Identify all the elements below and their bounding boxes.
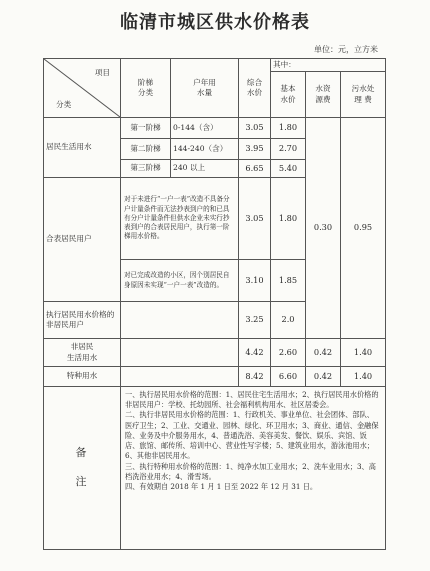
header-composite: 综合 水价 (239, 59, 271, 118)
tier2-basic: 2.70 (271, 139, 306, 160)
nonres-exec-empty (121, 302, 239, 339)
header-annual: 户年用 水量 (171, 59, 239, 118)
remarks-label: 备 注 (44, 387, 121, 550)
water-price-table (43, 58, 386, 550)
header-diagonal-cell (44, 59, 121, 118)
tier3-basic: 5.40 (271, 160, 306, 178)
nonres-composite: 4.42 (239, 339, 271, 367)
page-title: 临清市城区供水价格表 (120, 12, 310, 33)
tier1-basic: 1.80 (271, 118, 306, 139)
header-resource: 水资 源费 (306, 72, 341, 118)
shared-basic-2: 1.85 (271, 260, 306, 302)
header-tier: 阶梯 分类 (121, 59, 171, 118)
special-composite: 8.42 (239, 367, 271, 387)
shared-basic-1: 1.80 (271, 178, 306, 260)
nonres-exec-label: 执行居民用水价格的非居民用户 (44, 302, 121, 339)
unit-label: 单位：元，立方米 (314, 45, 378, 54)
shared-composite-1: 3.05 (239, 178, 271, 260)
special-sewage: 1.40 (341, 367, 386, 387)
header-sewage: 污水处 理 费 (341, 72, 386, 118)
nonres-empty (121, 339, 239, 367)
header-basic: 基本 水价 (271, 72, 306, 118)
special-resource: 0.42 (306, 367, 341, 387)
tier2-composite: 3.95 (239, 139, 271, 160)
nonres-label: 非居民 生活用水 (44, 339, 121, 367)
tier2-label: 第二阶梯 (121, 139, 171, 160)
nonres-exec-composite: 3.25 (239, 302, 271, 339)
shared-composite-2: 3.10 (239, 260, 271, 302)
tier1-volume: 0-144（含） (171, 118, 239, 139)
sewage-fee: 0.95 (341, 118, 386, 339)
nonres-exec-basic: 2.0 (271, 302, 306, 339)
special-label: 特种用水 (44, 367, 121, 387)
special-basic: 6.60 (271, 367, 306, 387)
tier3-composite: 6.65 (239, 160, 271, 178)
remarks-text: 一、执行居民用水价格的范围：1、居民住宅生活用水；2、执行居民用水价格的非居民用户：学校、托幼园所、社会福利机构用水、社区居委会。 二、执行非居民用水价格的范围：1、行政机关、事业单位、社会团体、部队、医疗卫生；2、工业、交通业、园林、绿化、环卫用水；3、商业、通信、金融保险、业务及中介服务用水，4、普通洗浴、美容美发、餐饮、娱乐、宾馆、饭店、旅馆、邮传所、培训中心、营业性写字楼；5、建筑业用水，游泳池用水；6、其他非居民用水。 三、执行特种用水价格的范围：1、纯净水加工业用水；2、洗车业用水；3、高档洗浴业用水；4、滑雪场。 四、有效期自 2018 年 1 月 1 日至 2022 年 12 月 31 日。 (121, 387, 386, 550)
shared-meter-desc-1: 对于未进行“一户一表”改造不具备分户计量条件而无法抄表到户的和已具有分户计量条件但供水企业未实行抄表到户的合表居民用户，执行第一阶梯用水价格。 (121, 178, 239, 260)
resource-fee: 0.30 (306, 118, 341, 339)
header-of-which: 其中： (271, 59, 386, 72)
tier3-label: 第三阶梯 (121, 160, 171, 178)
header-category: 分类 (56, 99, 72, 109)
header-item: 项目 (94, 68, 110, 77)
shared-meter-label: 合表居民用户 (44, 178, 121, 302)
nonres-resource: 0.42 (306, 339, 341, 367)
shared-meter-desc-2: 对已完成改造的小区，因个别居民自身原因未实现“一户一表”改造的。 (121, 260, 239, 302)
tier1-composite: 3.05 (239, 118, 271, 139)
residential-label: 居民生活用水 (44, 118, 121, 178)
tier3-volume: 240 以上 (171, 160, 239, 178)
special-empty (121, 367, 239, 387)
tier2-volume: 144-240（含） (171, 139, 239, 160)
tier1-label: 第一阶梯 (121, 118, 171, 139)
nonres-basic: 2.60 (271, 339, 306, 367)
nonres-sewage: 1.40 (341, 339, 386, 367)
